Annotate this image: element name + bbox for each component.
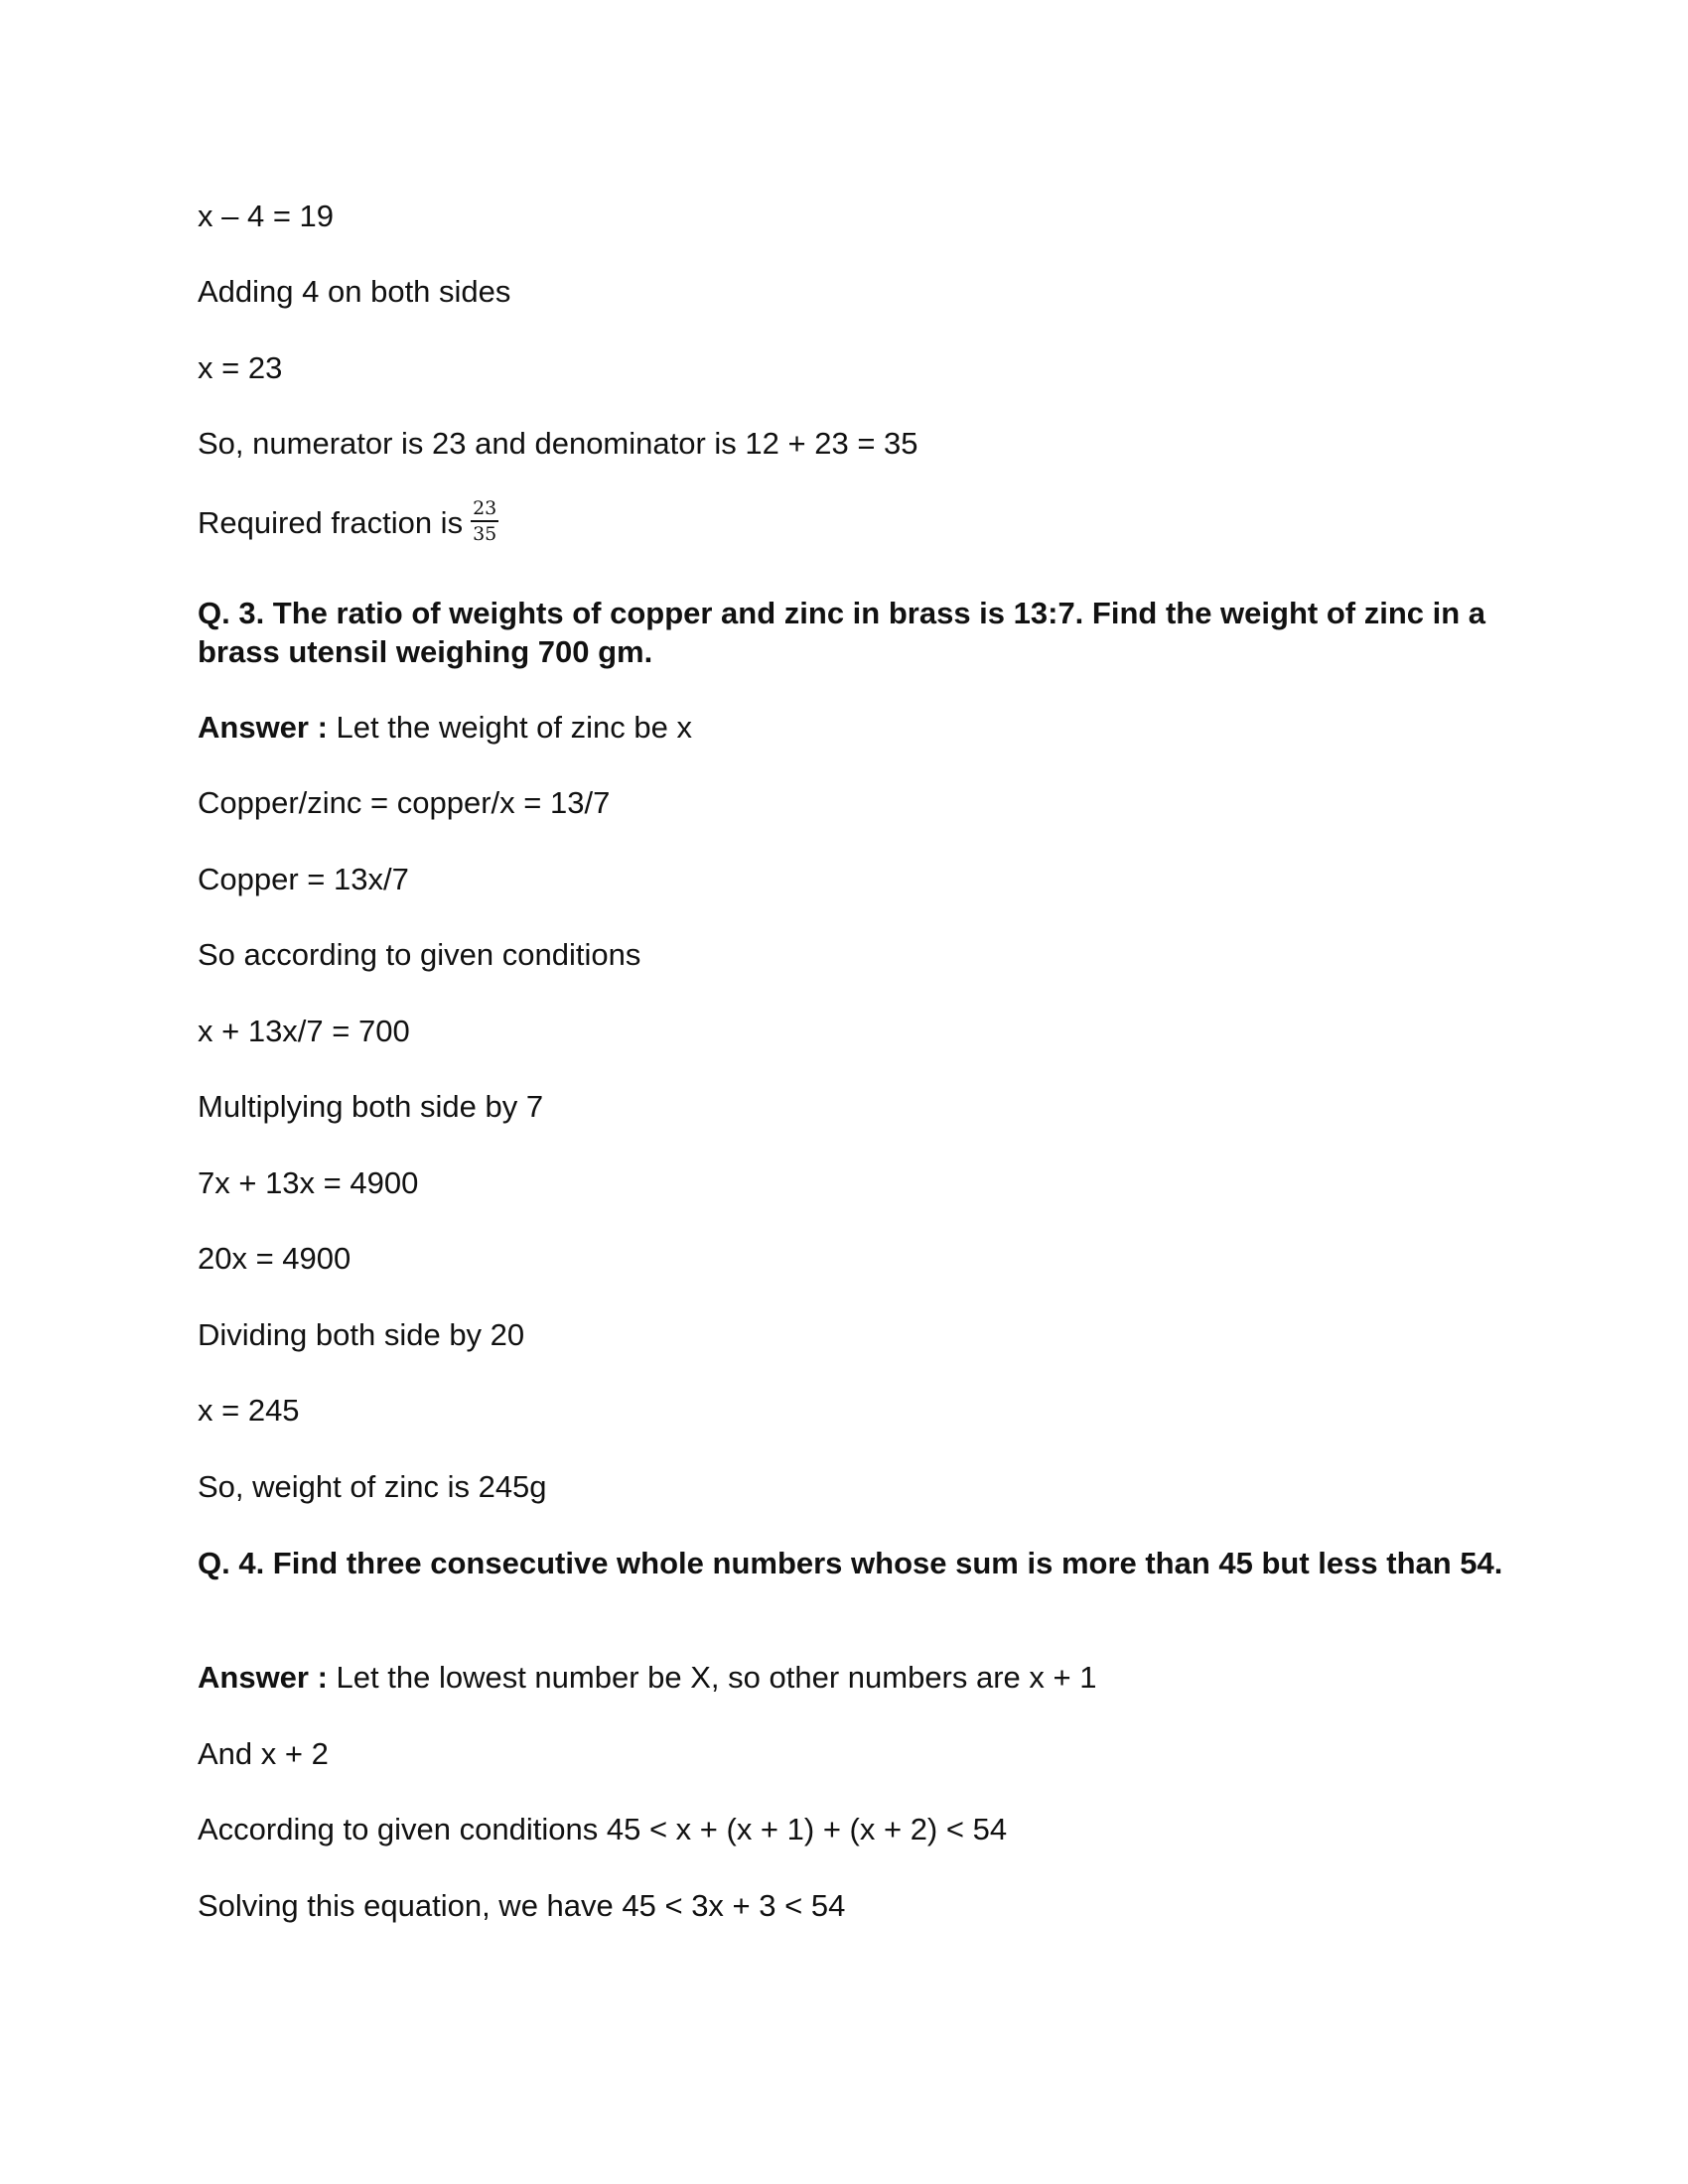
step-line: According to given conditions 45 < x + (x + 1) + (x + 2) < 54 <box>198 1812 1008 1846</box>
step-line: x + 13x/7 = 700 <box>198 1014 410 1048</box>
answer-text: Let the lowest number be X, so other numbers are x + 1 <box>327 1660 1097 1695</box>
answer-label: Answer : <box>198 710 328 745</box>
step-line: Multiplying both side by 7 <box>198 1089 544 1124</box>
fraction <box>471 498 498 544</box>
step-line: 7x + 13x = 4900 <box>198 1165 419 1200</box>
question-4: Q. 4. Find three consecutive whole numbers whose sum is more than 45 but less than 54. <box>198 1546 1503 1580</box>
step-line: 20x = 4900 <box>198 1241 352 1276</box>
answer-4-line <box>198 1659 1096 1697</box>
step-line: Dividing both side by 20 <box>198 1317 525 1352</box>
step-line: Copper = 13x/7 <box>198 862 409 896</box>
step-line: x = 245 <box>198 1393 300 1428</box>
fraction-line <box>198 497 498 548</box>
fraction-denominator: 35 <box>473 523 497 545</box>
text-line: Adding 4 on both sides <box>198 274 511 309</box>
step-line: Copper/zinc = copper/x = 13/7 <box>198 785 611 820</box>
answer-text: Let the weight of zinc be x <box>327 710 692 745</box>
equation-line: x = 23 <box>198 350 283 385</box>
equation-line: x – 4 = 19 <box>198 199 335 233</box>
fraction-prefix: Required fraction is <box>198 505 464 541</box>
fraction-numerator: 23 <box>471 498 498 522</box>
step-line: So, weight of zinc is 245g <box>198 1469 547 1504</box>
step-line: Solving this equation, we have 45 < 3x + 3 < 54 <box>198 1888 846 1923</box>
answer-3-line <box>198 709 692 747</box>
answer-label: Answer : <box>198 1660 328 1695</box>
question-3: Q. 3. The ratio of weights of copper and zinc in brass is 13:7. Find the weight of zinc in a brass utensil weighing 700 gm. <box>198 596 1486 669</box>
step-line: And x + 2 <box>198 1736 329 1771</box>
text-line: So, numerator is 23 and denominator is 12 + 23 = 35 <box>198 426 918 461</box>
step-line: So according to given conditions <box>198 937 641 972</box>
